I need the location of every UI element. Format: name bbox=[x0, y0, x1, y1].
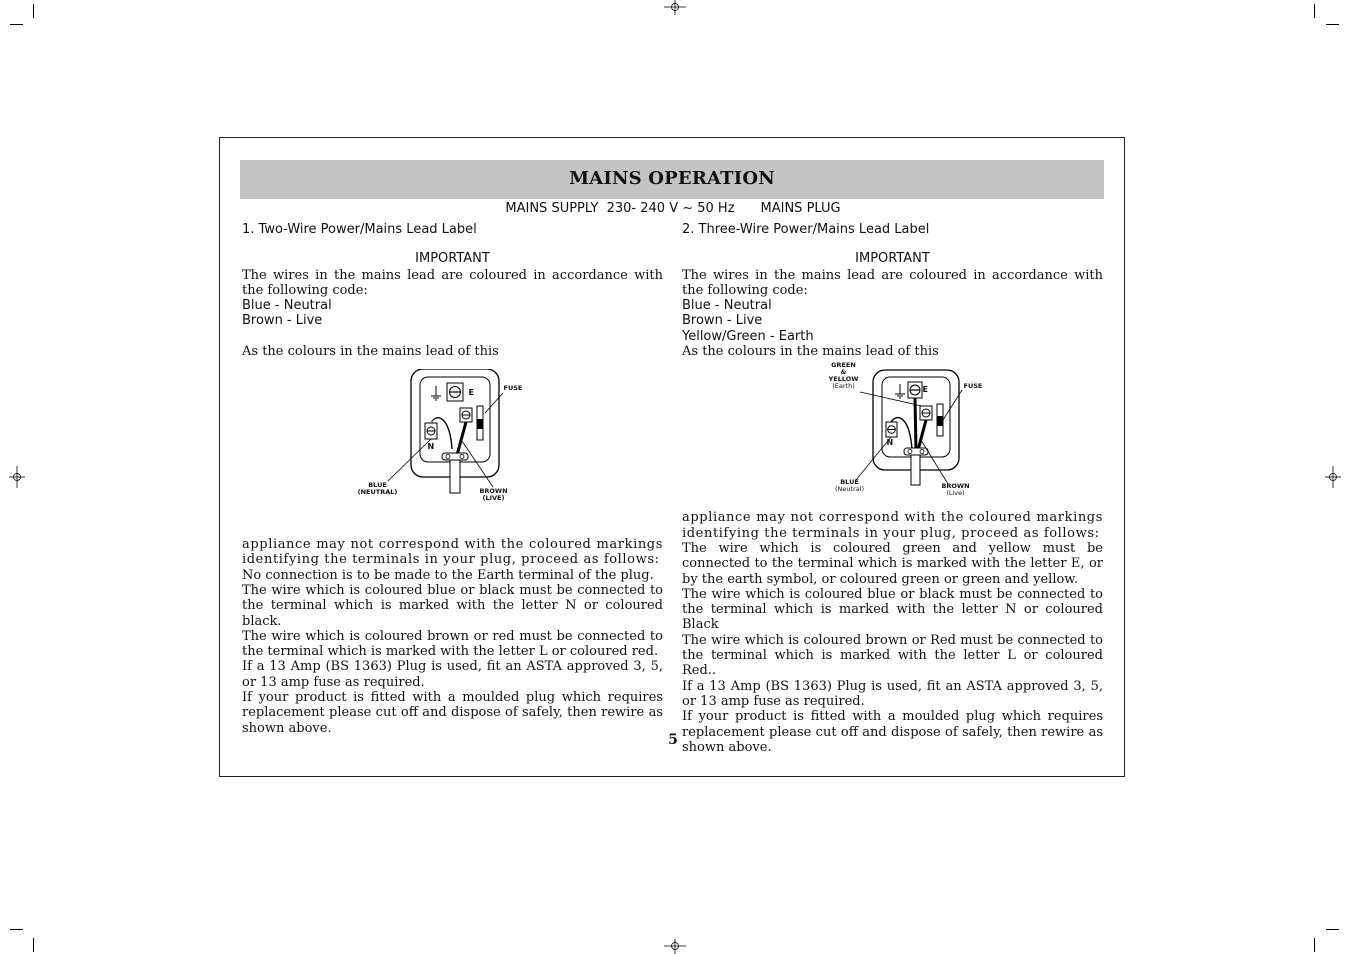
registration-mark-icon bbox=[664, 938, 686, 954]
instructions bbox=[682, 510, 1103, 755]
brown-label bbox=[936, 483, 976, 497]
green-label-line3: YELLOW bbox=[828, 375, 859, 384]
instruction-paragraph: If your product is fitted with a moulded plug which requires replacement please cut off and dispose of safely, then rewire as shown above. bbox=[242, 690, 663, 736]
instruction-paragraph: The wire which is coloured green and yellow must be connected to the terminal which is marked with the letter E, or by the earth symbol, or coloured green or green and yellow. bbox=[682, 540, 1103, 587]
fuse-label: FUSE bbox=[503, 384, 523, 393]
instruction-paragraph: If a 13 Amp (BS 1363) Plug is used, fit an ASTA approved 3, 5, or 13 amp fuse as required. bbox=[242, 659, 663, 690]
intro-text: The wires in the mains lead are coloured in accordance with the following code: bbox=[242, 267, 663, 298]
crop-mark bbox=[1326, 929, 1339, 930]
green-label-line2: & bbox=[840, 368, 847, 377]
green-yellow-label bbox=[824, 362, 864, 390]
earth-terminal-label: E bbox=[922, 385, 928, 395]
green-label-line1: GREEN bbox=[831, 361, 856, 370]
instructions bbox=[242, 537, 663, 736]
code-blue: Blue - Neutral bbox=[242, 298, 332, 314]
page-frame bbox=[219, 137, 1125, 777]
page-title: MAINS OPERATION bbox=[569, 168, 775, 189]
instruction-paragraph: No connection is to be made to the Earth terminal of the plug. bbox=[242, 567, 654, 583]
blue-label-line1: BLUE bbox=[368, 481, 387, 490]
blue-label-line1: BLUE bbox=[840, 478, 859, 487]
mains-supply-label: MAINS SUPPLY 230- 240 V ~ 50 Hz bbox=[505, 201, 735, 216]
important-heading: IMPORTANT bbox=[855, 251, 930, 267]
mains-supply-line bbox=[220, 201, 1126, 216]
plug-diagram-icon bbox=[358, 369, 548, 531]
instruction-paragraph: appliance may not correspond with the coloured markings identifying the terminals in your plug, proceed as follows: bbox=[682, 510, 1103, 541]
blue-label bbox=[358, 482, 398, 496]
instruction-paragraph: The wire which is coloured blue or black must be connected to the terminal which is marked with the letter N or coloured black. bbox=[242, 582, 663, 629]
title-bar bbox=[240, 160, 1104, 199]
registration-mark-icon bbox=[8, 466, 26, 488]
instruction-paragraph: If a 13 Amp (BS 1363) Plug is used, fit an ASTA approved 3, 5, or 13 amp fuse as required. bbox=[682, 678, 1103, 709]
code-brown: Brown - Live bbox=[682, 313, 763, 329]
code-brown: Brown - Live bbox=[242, 313, 323, 329]
crop-mark bbox=[1326, 24, 1339, 25]
instruction-paragraph: The wire which is coloured blue or black must be connected to the terminal which is marked with the letter N or coloured Black bbox=[682, 586, 1103, 633]
crop-mark bbox=[1314, 4, 1315, 18]
section-heading: 2. Three-Wire Power/Mains Lead Label bbox=[682, 222, 930, 237]
instruction-paragraph: The wire which is coloured brown or Red must be connected to the terminal which is marked with the letter L or coloured Red.. bbox=[682, 632, 1103, 679]
three-wire-section bbox=[682, 222, 1103, 755]
two-wire-plug-diagram bbox=[358, 369, 548, 531]
as-colours-text: As the colours in the mains lead of this bbox=[682, 344, 939, 360]
crop-mark bbox=[1314, 938, 1315, 952]
neutral-terminal-label: N bbox=[427, 442, 435, 452]
earth-terminal-label: E bbox=[468, 388, 474, 398]
section-heading: 1. Two-Wire Power/Mains Lead Label bbox=[242, 222, 477, 237]
brown-label-line1: BROWN bbox=[941, 482, 970, 491]
crop-mark bbox=[33, 4, 34, 18]
blue-label-line2: (NEUTRAL) bbox=[357, 488, 398, 497]
neutral-terminal-label: N bbox=[886, 438, 894, 448]
crop-mark bbox=[33, 938, 34, 952]
page-number: 5 bbox=[668, 732, 678, 748]
instruction-paragraph: If your product is fitted with a moulded plug which requires replacement please cut off and dispose of safely, then rewire as shown above. bbox=[682, 709, 1103, 755]
code-blue: Blue - Neutral bbox=[682, 298, 772, 314]
registration-mark-icon bbox=[1324, 466, 1342, 488]
brown-label-line1: BROWN bbox=[479, 487, 508, 496]
fuse-label: FUSE bbox=[963, 382, 983, 391]
intro-text: The wires in the mains lead are coloured in accordance with the following code: bbox=[682, 267, 1103, 298]
crop-mark bbox=[10, 929, 23, 930]
brown-label-line2: (LIVE) bbox=[482, 494, 505, 503]
instruction-paragraph: appliance may not correspond with the coloured markings identifying the terminals in your plug, proceed as follows: bbox=[242, 537, 663, 568]
important-heading: IMPORTANT bbox=[415, 251, 490, 267]
blue-label bbox=[832, 479, 868, 493]
blue-label-line2: (Neutral) bbox=[834, 485, 865, 494]
instruction-paragraph: The wire which is coloured brown or red must be connected to the terminal which is marked with the letter L or coloured red. bbox=[242, 628, 663, 660]
mains-plug-label: MAINS PLUG bbox=[760, 201, 841, 216]
registration-mark-icon bbox=[664, 0, 686, 16]
three-wire-plug-diagram bbox=[798, 362, 988, 504]
two-wire-section bbox=[242, 222, 663, 736]
brown-label-line2: (Live) bbox=[946, 489, 965, 498]
as-colours-text: As the colours in the mains lead of this bbox=[242, 343, 499, 359]
code-earth: Yellow/Green - Earth bbox=[682, 328, 814, 344]
green-label-line4: (Earth) bbox=[832, 382, 855, 391]
crop-mark bbox=[10, 24, 23, 25]
brown-label bbox=[474, 488, 514, 502]
